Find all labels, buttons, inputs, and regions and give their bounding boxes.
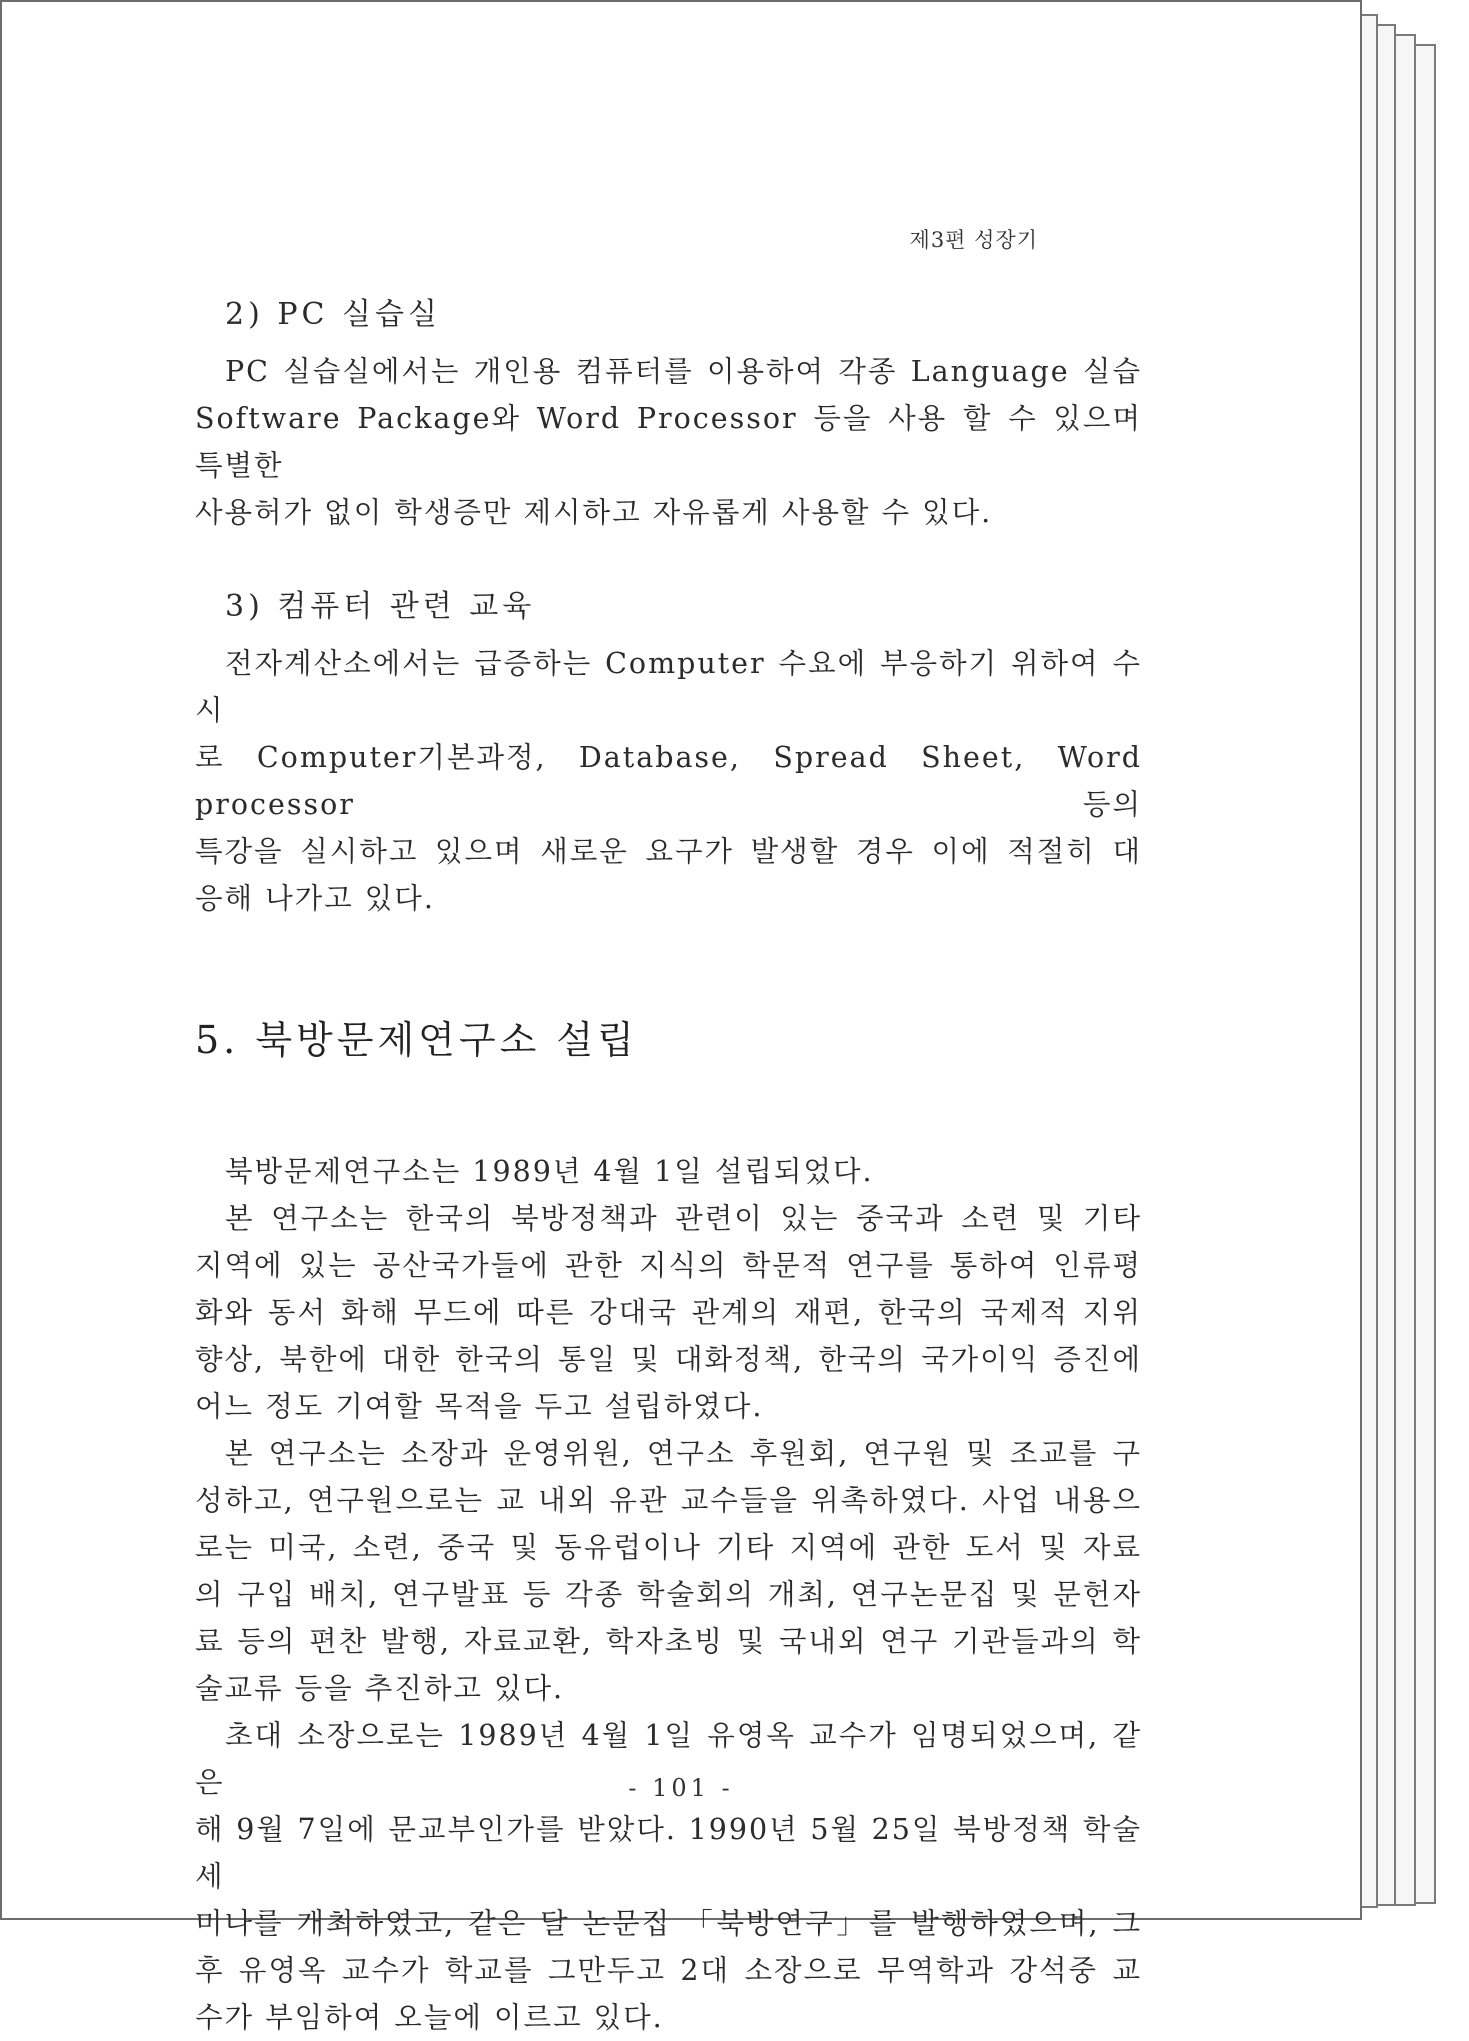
text-line: 특강을 실시하고 있으며 새로운 요구가 발생할 경우 이에 적절히 대 [195,835,1142,868]
text-line: 전자계산소에서는 급증하는 Computer 수요에 부응하기 위하여 수시 [195,647,1142,727]
paragraph-pc-lab [195,348,1142,536]
section-title-northern-research: 5. 북방문제연구소 설립 [195,1018,638,1062]
text-line: 응해 나가고 있다. [195,882,435,915]
paragraph-computer-education [195,640,1142,922]
text-line: 료 등의 편찬 발행, 자료교환, 학자초빙 및 국내외 연구 기관들과의 학 [195,1625,1142,1658]
text-line: 후 유영옥 교수가 학교를 그만두고 2대 소장으로 무역학과 강석중 교 [195,1954,1142,1987]
paragraph-institute-history [195,1712,1142,2041]
text-line: 의 구입 배치, 연구발표 등 각종 학술회의 개최, 연구논문집 및 문헌자 [195,1578,1142,1611]
text-line: 사용허가 없이 학생증만 제시하고 자유롭게 사용할 수 있다. [195,496,993,529]
paragraph-institute-organization [195,1430,1142,1712]
text-line: 향상, 북한에 대한 한국의 통일 및 대화정책, 한국의 국가이익 증진에 [195,1343,1142,1376]
text-line: 술교류 등을 추진하고 있다. [195,1672,565,1705]
text-line: 로는 미국, 소련, 중국 및 동유럽이나 기타 지역에 관한 도서 및 자료 [195,1531,1142,1564]
text-line: 초대 소장으로는 1989년 4월 1일 유영옥 교수가 임명되었으며, 같은 [195,1719,1142,1799]
text-line: 본 연구소는 소장과 운영위원, 연구소 후원회, 연구원 및 조교를 구 [225,1437,1142,1470]
text-line: 북방문제연구소는 1989년 4월 1일 설립되었다. [225,1155,874,1188]
subsection-heading-pc-lab: 2) PC 실습실 [225,297,441,332]
text-line: 로 Computer기본과정, Database, Spread Sheet, Word processor 등의 [195,741,1142,821]
text-line: 본 연구소는 한국의 북방정책과 관련이 있는 중국과 소련 및 기타 [225,1202,1142,1235]
text-line: 수가 부임하여 오늘에 이르고 있다. [195,2001,664,2034]
text-line: Software Package와 Word Processor 등을 사용 할 수 있으며 특별한 [195,402,1142,482]
text-line: 화와 동서 화해 무드에 따른 강대국 관계의 재편, 한국의 국제적 지위 [195,1296,1142,1329]
running-head: 제3편 성장기 [909,228,1038,252]
paragraph-founding-date [195,1148,1142,1195]
text-line: PC 실습실에서는 개인용 컴퓨터를 이용하여 각종 Language 실습 [225,355,1142,388]
text-line: 성하고, 연구원으로는 교 내외 유관 교수들을 위촉하였다. 사업 내용으 [195,1484,1142,1517]
text-line: 해 9월 7일에 문교부인가를 받았다. 1990년 5월 25일 북방정책 학술세 [195,1813,1142,1893]
page-number: - 101 - [628,1774,734,1802]
text-line: 미나를 개최하였고, 같은 달 논문집 「북방연구」를 발행하였으며, 그 [195,1907,1142,1940]
text-line: 어느 정도 기여할 목적을 두고 설립하였다. [195,1390,764,1423]
paragraph-institute-purpose [195,1195,1142,1430]
text-line: 지역에 있는 공산국가들에 관한 지식의 학문적 연구를 통하여 인류평 [195,1249,1142,1282]
subsection-heading-computer-education: 3) 컴퓨터 관련 교육 [225,589,536,624]
